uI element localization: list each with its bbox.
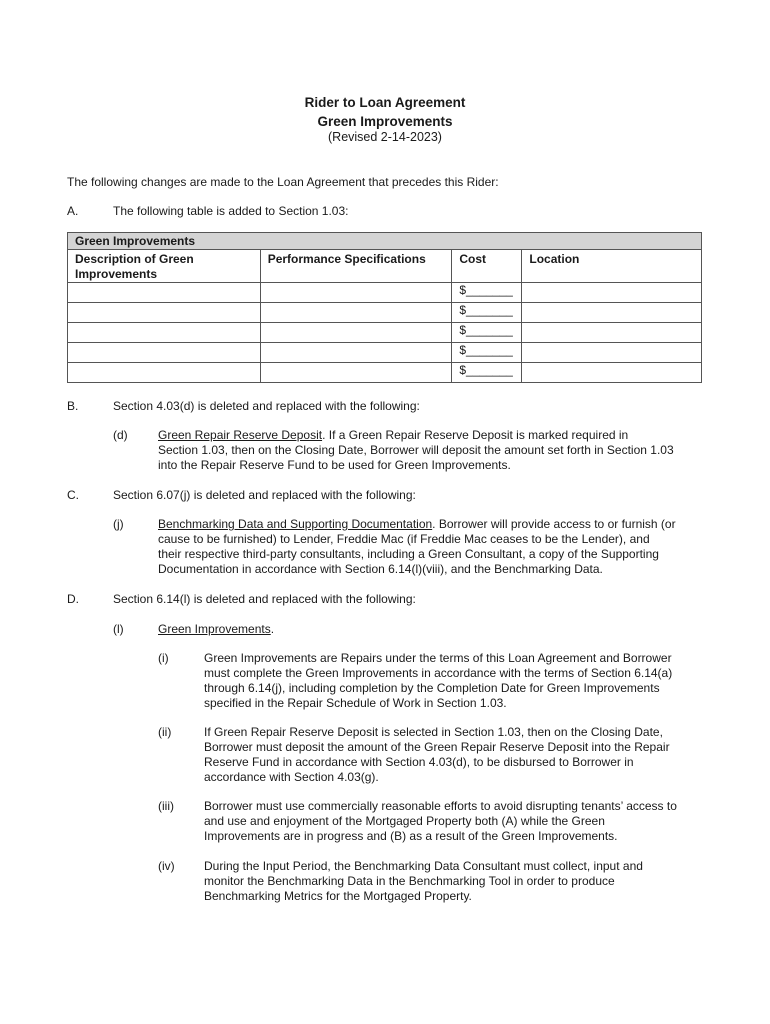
- column-header-cost: Cost: [452, 250, 522, 283]
- location-cell[interactable]: [522, 363, 702, 383]
- location-cell[interactable]: [522, 303, 702, 323]
- item-i-line: through 6.14(j), including completion by the Completion Date for Green Improvements: [204, 681, 660, 695]
- table-row: [68, 303, 702, 323]
- cost-cell[interactable]: $_______: [452, 323, 522, 343]
- table-caption: Green Improvements: [68, 233, 702, 250]
- item-i-line: must complete the Green Improvements in accordance with the terms of Section 6.14(a): [204, 666, 673, 680]
- item-iv-line: Benchmarking Metrics for the Mortgaged Property.: [204, 889, 472, 903]
- specs-cell[interactable]: [260, 363, 452, 383]
- item-ii-line: Reserve Fund in accordance with Section 4.03(d), to be disbursed to Borrower in: [204, 755, 634, 769]
- section-d-sub-heading: Green Improvements: [158, 622, 271, 636]
- item-iv-marker: (iv): [158, 859, 175, 873]
- cost-cell[interactable]: $_______: [452, 283, 522, 303]
- item-iii-line: Borrower must use commercially reasonable efforts to avoid disrupting tenants’ access to: [204, 799, 677, 813]
- section-c-text: Section 6.07(j) is deleted and replaced with the following:: [113, 488, 416, 502]
- location-cell[interactable]: [522, 323, 702, 343]
- item-i-line: specified in the Repair Schedule of Work in Section 1.03.: [204, 696, 507, 710]
- section-d-sub-heading-line: Green Improvements.: [158, 622, 275, 636]
- description-cell[interactable]: [68, 303, 261, 323]
- section-b-sub-heading: Green Repair Reserve Deposit: [158, 428, 323, 442]
- green-improvements-table: [67, 232, 702, 383]
- revision-date: (Revised 2-14-2023): [328, 130, 442, 144]
- location-cell[interactable]: [522, 343, 702, 363]
- item-iii-line: and use and enjoyment of the Mortgaged Property both (A) while the Green: [204, 814, 605, 828]
- item-i-line: Green Improvements are Repairs under the terms of this Loan Agreement and Borrower: [204, 651, 672, 665]
- section-b-marker: B.: [67, 399, 79, 413]
- specs-cell[interactable]: [260, 323, 452, 343]
- document-title: Rider to Loan Agreement: [304, 95, 466, 110]
- description-cell[interactable]: [68, 363, 261, 383]
- item-ii-line: accordance with Section 4.03(g).: [204, 770, 379, 784]
- item-iv-line: During the Input Period, the Benchmarking Data Consultant must collect, input and: [204, 859, 643, 873]
- document-subtitle: Green Improvements: [317, 114, 453, 129]
- description-cell[interactable]: [68, 323, 261, 343]
- item-ii-line: Borrower must deposit the amount of the Green Repair Reserve Deposit into the Repair: [204, 740, 670, 754]
- item-i-marker: (i): [158, 651, 169, 665]
- section-b-sub-line-1: Green Repair Reserve Deposit. If a Green Repair Reserve Deposit is marked required in: [158, 428, 629, 442]
- section-c-sub-marker: (j): [113, 517, 124, 531]
- description-cell[interactable]: [68, 343, 261, 363]
- section-a-marker: A.: [67, 204, 79, 218]
- section-c-sub-line-4: Documentation in accordance with Section 6.14(l)(viii), and the Benchmarking Data.: [158, 562, 603, 576]
- section-b-text: Section 4.03(d) is deleted and replaced with the following:: [113, 399, 420, 413]
- item-iv-line: monitor the Benchmarking Data in the Benchmarking Tool in order to produce: [204, 874, 615, 888]
- cost-cell[interactable]: $_______: [452, 363, 522, 383]
- section-c-sub-heading: Benchmarking Data and Supporting Documentation: [158, 517, 433, 531]
- description-cell[interactable]: [68, 283, 261, 303]
- item-iii-line: Improvements are in progress and (B) as a result of the Green Improvements.: [204, 829, 618, 843]
- table-row: [68, 363, 702, 383]
- intro-text: The following changes are made to the Loan Agreement that precedes this Rider:: [67, 175, 499, 189]
- section-d-marker: D.: [67, 592, 79, 606]
- section-b-sub-line-3: into the Repair Reserve Fund to be used for Green Improvements.: [158, 458, 511, 472]
- table-row: [68, 283, 702, 303]
- section-d-sub-marker: (l): [113, 622, 124, 636]
- section-b-sub-marker: (d): [113, 428, 128, 442]
- specs-cell[interactable]: [260, 283, 452, 303]
- section-c-sub-line-3: their respective third-party consultants, including a Green Consultant, a copy of the Supporting: [158, 547, 659, 561]
- location-cell[interactable]: [522, 283, 702, 303]
- table-header-row: [68, 250, 702, 283]
- section-c-sub-line-1: Benchmarking Data and Supporting Documentation. Borrower will provide access to or furnish (or: [158, 517, 676, 531]
- cost-cell[interactable]: $_______: [452, 303, 522, 323]
- section-d-text: Section 6.14(l) is deleted and replaced with the following:: [113, 592, 416, 606]
- item-ii-marker: (ii): [158, 725, 172, 739]
- table-row: [68, 323, 702, 343]
- item-ii-line: If Green Repair Reserve Deposit is selected in Section 1.03, then on the Closing Date,: [204, 725, 663, 739]
- column-header-location: Location: [522, 250, 702, 283]
- cost-cell[interactable]: $_______: [452, 343, 522, 363]
- section-c-marker: C.: [67, 488, 79, 502]
- section-c-sub-line-2: cause to be furnished) to Lender, Freddie Mac (if Freddie Mac ceases to be the Lender), and: [158, 532, 650, 546]
- section-b-sub-line-2: Section 1.03, then on the Closing Date, Borrower will deposit the amount set forth in Section 1.03: [158, 443, 674, 457]
- table-row: [68, 343, 702, 363]
- column-header-description: Description of Green Improvements: [68, 250, 261, 283]
- column-header-specs: Performance Specifications: [260, 250, 452, 283]
- specs-cell[interactable]: [260, 343, 452, 363]
- section-a-text: The following table is added to Section 1.03:: [113, 204, 349, 218]
- item-iii-marker: (iii): [158, 799, 174, 813]
- specs-cell[interactable]: [260, 303, 452, 323]
- table-caption-row: [68, 233, 702, 250]
